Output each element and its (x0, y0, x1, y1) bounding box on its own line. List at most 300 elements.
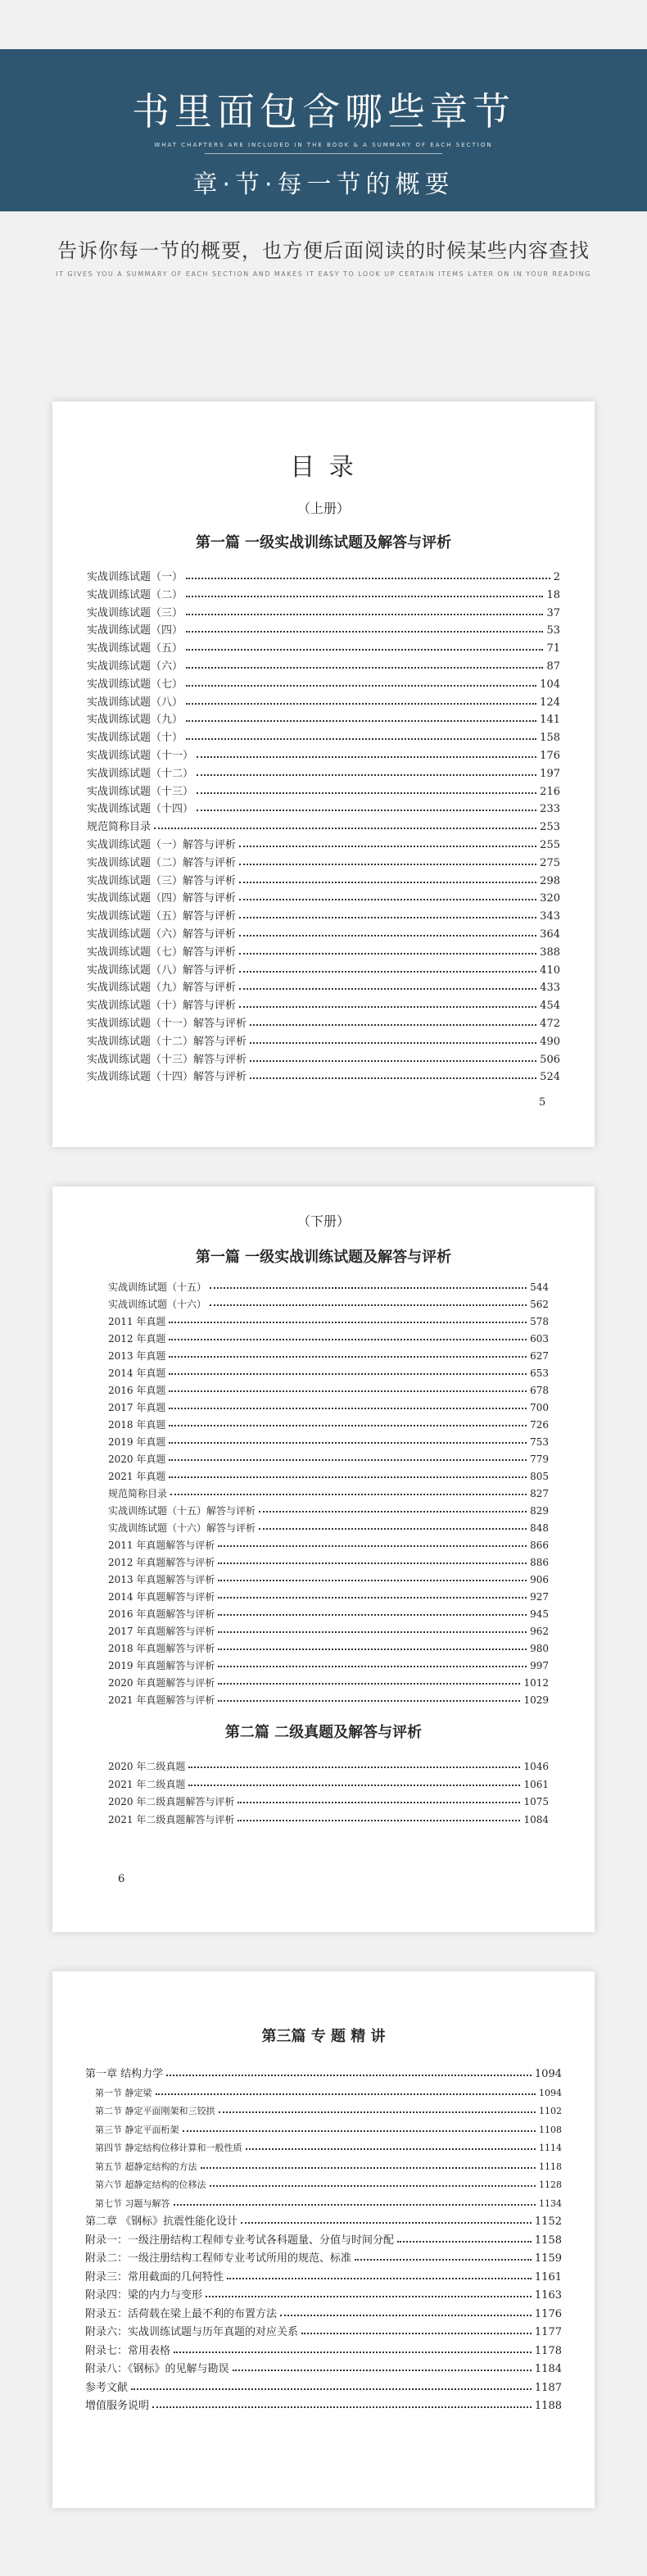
toc-entry (108, 1367, 549, 1380)
toc-entry-label: 实战训练试题（八）解答与评析 (87, 964, 237, 977)
toc-entry-page: 753 (530, 1436, 549, 1448)
toc-entry-page: 320 (540, 892, 560, 905)
toc-leader-dots (169, 1435, 527, 1444)
toc-leader-dots (156, 2087, 536, 2095)
toc-entry-label: 2017 年真题解答与评析 (108, 1626, 215, 1637)
toc-entry-page: 866 (530, 1540, 549, 1551)
toc-entry (87, 1036, 560, 1049)
part-1-heading: 第一篇 一级实战训练试题及解答与评析 (195, 1249, 452, 1266)
toc-entry (108, 1384, 549, 1397)
toc-entry-page: 1134 (539, 2197, 562, 2209)
toc-entry-page: 524 (540, 1071, 560, 1084)
toc-entry-page: 653 (530, 1367, 549, 1379)
toc-leader-dots (186, 642, 543, 651)
toc-entry-page: 490 (540, 1035, 560, 1048)
toc-entry (87, 821, 560, 834)
toc-leader-dots (219, 2105, 536, 2113)
toc-entry-page: 472 (540, 1018, 560, 1030)
toc-leader-dots (239, 892, 536, 900)
toc-entry-label: 实战训练试题（十二） (87, 767, 194, 780)
toc-leader-dots (186, 660, 543, 669)
toc-entry (87, 803, 560, 816)
toc-entry-label: 附录五：活荷载在梁上最不利的布置方法 (85, 2307, 278, 2320)
toc-entry-label: 2020 年真题解答与评析 (108, 1677, 215, 1689)
banner-divider (205, 153, 442, 154)
toc-entry (87, 928, 560, 941)
toc-entry-label: 第二章 《钢标》抗震性能化设计 (85, 2215, 238, 2228)
toc-entry-page: 216 (540, 785, 560, 798)
toc-entry-page: 298 (540, 874, 560, 887)
toc-leader-dots (210, 1298, 527, 1306)
toc-entry (95, 2105, 562, 2118)
toc-entry-label: 2016 年真题解答与评析 (108, 1608, 215, 1620)
toc-entry-page: 544 (530, 1281, 549, 1293)
toc-entry-label: 参考文献 (85, 2381, 129, 2394)
toc-leader-dots (218, 1590, 527, 1599)
toc-entry-page: 37 (546, 606, 560, 619)
toc-entry-label: 实战训练试题（九）解答与评析 (87, 982, 237, 995)
toc-leader-dots (169, 1315, 527, 1323)
toc-entry-label: 2013 年真题解答与评析 (108, 1574, 215, 1585)
toc-page-3 (52, 1971, 595, 2508)
toc-entry (108, 1522, 549, 1535)
toc-entry (87, 696, 560, 710)
toc-entry-page: 1178 (534, 2344, 562, 2357)
toc-leader-dots (218, 1556, 527, 1564)
toc-leader-dots (201, 2161, 536, 2169)
toc-entry-label: 2017 年真题 (108, 1402, 166, 1413)
toc-entry (85, 2068, 562, 2081)
toc-leader-dots (197, 786, 536, 794)
toc-entry-label: 第三节 静定平面桁架 (95, 2124, 179, 2135)
toc-entry-page: 18 (546, 588, 560, 601)
toc-entry-page: 678 (530, 1385, 549, 1396)
toc-entry-page: 454 (540, 1000, 560, 1013)
toc-entry (108, 1813, 549, 1826)
toc-entry-page: 71 (546, 642, 560, 655)
toc-entry (85, 2234, 562, 2247)
toc-entry (108, 1573, 549, 1586)
toc-entry-page: 848 (530, 1522, 549, 1534)
toc-leader-dots (301, 2326, 532, 2334)
toc-leader-dots (186, 696, 536, 705)
toc-leader-dots (280, 2308, 532, 2316)
toc-entry-label: 附录四：梁的内力与变形 (85, 2289, 203, 2302)
toc-entry-label: 2013 年真题 (108, 1350, 166, 1362)
toc-leader-dots (246, 2142, 536, 2150)
toc-entry (87, 982, 560, 995)
toc-entry-label: 2021 年真题解答与评析 (108, 1694, 215, 1706)
toc-entry-page: 433 (540, 982, 560, 995)
toc-entry-label: 实战训练试题（四） (87, 624, 183, 637)
toc-entry (95, 2124, 562, 2137)
toc-leader-dots (197, 768, 536, 776)
toc-entry-page: 1029 (523, 1694, 549, 1706)
toc-leader-dots (188, 1778, 520, 1786)
toc-entry (87, 732, 560, 745)
toc-entry (87, 1054, 560, 1067)
toc-leader-dots (169, 1470, 527, 1478)
toc-entry (108, 1401, 549, 1414)
toc-leader-dots (218, 1573, 527, 1581)
toc-entry-label: 第二节 静定平面刚架和三铰拱 (95, 2106, 215, 2116)
toc-entry (85, 2363, 562, 2376)
toc-entry-page: 1102 (539, 2106, 562, 2116)
banner-title: 书里面包含哪些章节 (132, 89, 515, 134)
toc-leader-dots (218, 1608, 527, 1616)
toc-leader-dots (152, 2400, 532, 2408)
toc-entry (87, 1071, 560, 1084)
toc-entry-label: 2011 年真题解答与评析 (108, 1540, 215, 1551)
toc-entry (87, 607, 560, 620)
toc-entry (108, 1298, 549, 1311)
toc-entry-page: 53 (546, 624, 560, 637)
toc-entry (108, 1760, 549, 1773)
toc-entry-label: 2020 年真题 (108, 1454, 166, 1465)
toc-entry-label: 实战训练试题（七） (87, 678, 183, 691)
toc-entry-page: 233 (540, 803, 560, 816)
toc-entry-page: 1184 (534, 2363, 562, 2375)
toc-entry-page: 886 (530, 1557, 549, 1568)
part-3-heading: 第三篇 专 题 精 讲 (261, 2028, 386, 2045)
toc-leader-dots (218, 1694, 520, 1702)
toc-entry-label: 实战训练试题（六） (87, 660, 183, 673)
toc-entry-label: 2018 年真题 (108, 1419, 166, 1431)
toc-entry-label: 实战训练试题（十四） (87, 803, 194, 816)
part-1-heading: 第一篇 一级实战训练试题及解答与评析 (195, 534, 452, 551)
toc-leader-dots (239, 910, 536, 918)
toc-leader-dots (169, 1453, 527, 1461)
toc-entry-page: 827 (530, 1488, 549, 1499)
toc-leader-dots (197, 750, 536, 758)
toc-entry (85, 2345, 562, 2358)
toc-entry-page: 124 (540, 696, 560, 709)
toc-entry (87, 750, 560, 763)
toc-entry-label: 实战训练试题（八） (87, 696, 183, 709)
toc-entry-label: 2021 年真题 (108, 1471, 166, 1482)
toc-entry-label: 第七节 习题与解答 (95, 2197, 170, 2209)
toc-entry (95, 2161, 562, 2174)
toc-entry-label: 实战训练试题（十三） (87, 785, 194, 798)
toc-entry (108, 1659, 549, 1672)
toc-entry-label: 实战训练试题（四）解答与评析 (87, 892, 237, 905)
toc-entry-page: 1084 (523, 1813, 549, 1825)
toc-entry-page: 2 (553, 571, 560, 583)
toc-entry-label: 附录一：一级注册结构工程师专业考试各科题量、分值与时间分配 (85, 2234, 395, 2247)
toc-entry-label: 附录六：实战训练试题与历年真题的对应关系 (85, 2326, 299, 2338)
toc-leader-dots (233, 2363, 532, 2371)
intro-text-en: IT GIVES YOU A SUMMARY OF EACH SECTION AND MAKES IT EASY TO LOOK UP CERTAIN ITEMS LATER ON IN YOUR READING (56, 270, 591, 278)
toc-entry (108, 1608, 549, 1621)
toc-entry-label: 附录七：常用表格 (85, 2344, 171, 2357)
toc-entry-page: 1177 (534, 2326, 562, 2338)
toc-entry (87, 768, 560, 781)
toc-entry (108, 1795, 549, 1808)
toc-leader-dots (218, 1625, 527, 1633)
toc-entry (87, 964, 560, 977)
toc-entry (108, 1590, 549, 1603)
toc-entry (95, 2179, 562, 2192)
toc-leader-dots (227, 2271, 532, 2279)
toc-entry-page: 627 (530, 1350, 549, 1362)
toc-entry-label: 规范简称目录 (87, 821, 152, 834)
toc-entry-page: 562 (530, 1299, 549, 1310)
toc-entry (95, 2197, 562, 2211)
banner-subtitle-en: WHAT CHAPTERS ARE INCLUDED IN THE BOOK & A SUMMARY OF EACH SECTION (154, 142, 493, 148)
toc-entry-label: 第四节 静定结构位移计算和一般性质 (95, 2143, 242, 2153)
toc-entry (108, 1470, 549, 1483)
toc-leader-dots (239, 1000, 536, 1008)
toc-leader-dots (238, 1813, 520, 1821)
toc-entry (108, 1418, 549, 1431)
toc-entry-label: 实战训练试题（十） (87, 732, 183, 745)
toc-leader-dots (166, 2068, 532, 2076)
toc-entry-page: 1163 (534, 2289, 562, 2302)
toc-leader-dots (238, 1795, 520, 1803)
toc-leader-dots (186, 624, 543, 633)
toc-entry-page: 906 (530, 1574, 549, 1585)
toc-leader-dots (188, 1760, 520, 1768)
toc-entry-label: 实战训练试题（十）解答与评析 (87, 1000, 237, 1013)
toc-leader-dots (241, 2215, 532, 2224)
toc-leader-dots (169, 1418, 527, 1426)
toc-entry-label: 2016 年真题 (108, 1385, 166, 1396)
toc-entry-page: 1046 (523, 1761, 549, 1772)
toc-entry-page: 829 (530, 1505, 549, 1517)
toc-entry-label: 第一节 静定梁 (95, 2087, 152, 2098)
toc-leader-dots (210, 1281, 527, 1289)
toc-leader-dots (239, 946, 536, 955)
toc-entry (87, 1000, 560, 1013)
toc-entry (108, 1676, 549, 1689)
toc-leader-dots (239, 857, 536, 865)
toc-leader-dots (183, 2124, 536, 2132)
toc-entry-page: 87 (546, 660, 560, 673)
toc-entry-page: 1108 (539, 2124, 562, 2135)
toc-entry-page: 253 (540, 821, 560, 834)
toc-leader-dots (170, 1487, 527, 1495)
toc-entry (108, 1435, 549, 1449)
toc-leader-dots (239, 875, 536, 883)
toc-entry (87, 892, 560, 905)
toc-entry-page: 1128 (539, 2179, 562, 2190)
toc-entry (85, 2308, 562, 2321)
toc-entry-page: 603 (530, 1333, 549, 1345)
toc-entry (108, 1281, 549, 1294)
toc-entry (108, 1504, 549, 1517)
part-2-heading: 第二篇 二级真题及解答与评析 (224, 1724, 423, 1741)
toc-entry-label: 第一章 结构力学 (85, 2068, 164, 2080)
toc-entry-page: 779 (530, 1454, 549, 1465)
toc-leader-dots (154, 821, 536, 829)
toc-entry (87, 1018, 560, 1031)
toc-entry-label: 2012 年真题 (108, 1333, 166, 1345)
toc-entry-page: 726 (530, 1419, 549, 1431)
toc-leader-dots (250, 1018, 536, 1026)
toc-entry-page: 1176 (534, 2307, 562, 2320)
toc-entry (87, 714, 560, 727)
toc-entry-page: 1152 (534, 2215, 562, 2228)
toc-leader-dots (186, 607, 543, 615)
toc-entry-label: 实战训练试题（六）解答与评析 (87, 928, 237, 941)
toc-leader-dots (210, 2179, 536, 2187)
toc-entry-label: 2019 年真题解答与评析 (108, 1660, 215, 1671)
toc-entry-label: 附录八：《钢标》的见解与勘误 (85, 2363, 229, 2375)
toc-entry-label: 第六节 超静定结构的位移法 (95, 2179, 206, 2190)
toc-entry-page: 275 (540, 856, 560, 869)
toc-entry-label: 实战训练试题（十六） (108, 1299, 207, 1310)
toc-entry-page: 1118 (539, 2161, 562, 2172)
toc-entry-page: 410 (540, 964, 560, 977)
toc-entry-label: 实战训练试题（十五） (108, 1281, 207, 1293)
toc-entry (85, 2382, 562, 2395)
toc-entry-label: 附录三：常用截面的几何特性 (85, 2270, 224, 2283)
toc-entry-page: 1159 (534, 2252, 562, 2265)
volume-label-lower: （下册） (296, 1213, 350, 1229)
toc-entry-label: 2011 年真题 (108, 1316, 166, 1327)
toc-entry-page: 980 (530, 1643, 549, 1654)
toc-entry-label: 2019 年真题 (108, 1436, 166, 1448)
toc-leader-dots (169, 1349, 527, 1358)
toc-entry (95, 2087, 562, 2100)
toc-entry (87, 875, 560, 888)
toc-entry (85, 2289, 562, 2302)
toc-entry-label: 2018 年真题解答与评析 (108, 1643, 215, 1654)
toc-entry-page: 1161 (534, 2270, 562, 2283)
toc-entry-page: 1094 (539, 2087, 562, 2098)
toc-page-2 (52, 1186, 595, 1932)
toc-entry-page: 506 (540, 1053, 560, 1066)
toc-leader-dots (259, 1504, 527, 1512)
banner-subtitle-cn: 章·节·每一节的概要 (192, 170, 455, 199)
toc-entry-page: 388 (540, 946, 560, 959)
toc-entry-label: 实战训练试题（二）解答与评析 (87, 856, 237, 869)
toc-entry (87, 624, 560, 637)
toc-leader-dots (169, 1332, 527, 1340)
toc-entry-label: 2012 年真题解答与评析 (108, 1557, 215, 1568)
toc-leader-dots (250, 1036, 536, 1044)
toc-entry-label: 2021 年二级真题解答与评析 (108, 1813, 235, 1825)
toc-entry (108, 1539, 549, 1552)
toc-entry-page: 1075 (523, 1796, 549, 1807)
toc-entry-label: 实战训练试题（七）解答与评析 (87, 946, 237, 959)
toc-entry-label: 2014 年真题解答与评析 (108, 1591, 215, 1603)
toc-entry (87, 589, 560, 602)
toc-entry-page: 1012 (523, 1677, 549, 1689)
toc-entry-page: 700 (530, 1402, 549, 1413)
toc-leader-dots (355, 2252, 532, 2261)
toc-entry-page: 255 (540, 839, 560, 851)
toc-entry-label: 附录二：一级注册结构工程师专业考试所用的规范、标准 (85, 2252, 352, 2265)
toc-entry-page: 176 (540, 750, 560, 762)
toc-entry-label: 实战训练试题（三）解答与评析 (87, 874, 237, 887)
toc-entry (108, 1625, 549, 1638)
toc-entry-label: 第五节 超静定结构的方法 (95, 2161, 197, 2172)
toc-entry (108, 1315, 549, 1328)
toc-entry (87, 857, 560, 870)
toc-leader-dots (218, 1676, 520, 1685)
toc-entry (85, 2400, 562, 2413)
toc-leader-dots (186, 571, 550, 579)
toc-entry (87, 839, 560, 852)
toc-entry-label: 实战训练试题（三） (87, 606, 183, 619)
toc-leader-dots (206, 2289, 532, 2297)
toc-entry (87, 571, 560, 584)
toc-entry-page: 1114 (539, 2143, 562, 2153)
toc-entry-page: 364 (540, 928, 560, 941)
toc-entry-page: 962 (530, 1626, 549, 1637)
toc-entry-label: 实战训练试题（五） (87, 642, 183, 655)
toc-entry-label: 实战训练试题（五）解答与评析 (87, 910, 237, 923)
toc-entry-page: 927 (530, 1591, 549, 1603)
header-banner (0, 49, 647, 211)
toc-leader-dots (169, 1384, 527, 1392)
toc-entry-page: 1094 (534, 2068, 562, 2080)
toc-entry (85, 2215, 562, 2229)
toc-entry-label: 增值服务说明 (85, 2400, 150, 2412)
toc-leader-dots (174, 2345, 532, 2353)
toc-entry (108, 1332, 549, 1345)
toc-entry-page: 197 (540, 767, 560, 780)
toc-entry (87, 946, 560, 959)
toc-entry-label: 实战训练试题（九） (87, 714, 183, 727)
toc-leader-dots (397, 2234, 532, 2243)
toc-entry (85, 2271, 562, 2284)
toc-leader-dots (186, 714, 536, 722)
toc-entry-label: 2014 年真题 (108, 1367, 166, 1379)
toc-entry (87, 660, 560, 673)
toc-entry-page: 343 (540, 910, 560, 923)
toc-entry-label: 实战训练试题（十一）解答与评析 (87, 1018, 247, 1030)
toc-entry-page: 997 (530, 1660, 549, 1671)
toc-entry-page: 578 (530, 1316, 549, 1327)
toc-leader-dots (259, 1522, 527, 1530)
toc-entry (87, 786, 560, 799)
toc-leader-dots (197, 803, 536, 811)
toc-entry-page: 104 (540, 678, 560, 691)
toc-leader-dots (239, 964, 536, 973)
toc-entry (87, 642, 560, 655)
toc-entry-label: 规范简称目录 (108, 1488, 168, 1499)
toc-entry-page: 141 (540, 714, 560, 727)
toc-entry (95, 2142, 562, 2155)
toc-entry-label: 实战训练试题（十四）解答与评析 (87, 1071, 247, 1084)
toc-entry-label: 2020 年二级真题解答与评析 (108, 1796, 235, 1807)
toc-leader-dots (174, 2197, 536, 2206)
page-number: 5 (539, 1096, 546, 1109)
toc-leader-dots (218, 1539, 527, 1547)
toc-entry (85, 2326, 562, 2339)
toc-leader-dots (239, 839, 536, 847)
toc-entry (85, 2252, 562, 2265)
toc-entry-page: 158 (540, 732, 560, 745)
toc-entry-label: 2020 年二级真题 (108, 1761, 186, 1772)
toc-leader-dots (250, 1054, 536, 1062)
intro-text-cn: 告诉你每一节的概要，也方便后面阅读的时候某些内容查找 (57, 239, 590, 262)
toc-entry-page: 945 (530, 1608, 549, 1620)
toc-entry (108, 1349, 549, 1363)
toc-entry-label: 实战训练试题（十五）解答与评析 (108, 1505, 256, 1517)
toc-leader-dots (169, 1367, 527, 1375)
toc-entry-label: 实战训练试题（十三）解答与评析 (87, 1053, 247, 1066)
toc-entry-page: 805 (530, 1471, 549, 1482)
toc-leader-dots (131, 2382, 532, 2390)
toc-entry-label: 实战训练试题（二） (87, 588, 183, 601)
toc-page-1 (52, 401, 595, 1147)
toc-entry (108, 1487, 549, 1500)
toc-leader-dots (250, 1071, 536, 1079)
toc-leader-dots (239, 982, 536, 990)
